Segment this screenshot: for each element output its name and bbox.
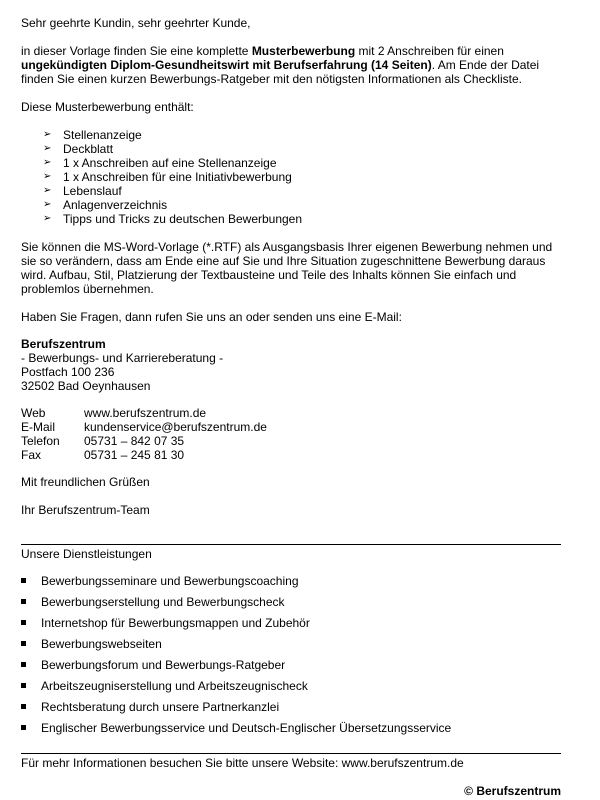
contact-row-email <box>21 420 267 434</box>
contact-label: Telefon <box>21 434 60 448</box>
service-item <box>21 637 451 658</box>
service-item <box>21 679 451 700</box>
greeting: Sehr geehrte Kundin, sehr geehrter Kunde, <box>21 16 251 30</box>
services-title: Unsere Dienstleistungen <box>21 547 152 561</box>
checklist-item <box>43 198 302 212</box>
checklist-item <box>43 184 302 198</box>
contact-label: E-Mail <box>21 420 56 434</box>
checklist-item-label: Tipps und Tricks zu deutschen Bewerbungen <box>63 212 303 226</box>
more-info-text: Für mehr Informationen besuchen Sie bitte unsere Website: www.berufszentrum.de <box>21 756 464 770</box>
contact-label: Web <box>21 406 46 420</box>
phone-value: 05731 – 842 07 35 <box>84 434 185 448</box>
divider <box>21 753 561 754</box>
intro-paragraph <box>21 44 541 86</box>
checklist-item-label: 1 x Anschreiben auf eine Stellenanzeige <box>63 156 277 170</box>
service-item-label: Englischer Bewerbungsservice und Deutsch-Englischer Übersetzungsservice <box>41 721 452 735</box>
checklist-item <box>43 212 302 226</box>
checklist-item-label: Deckblatt <box>63 142 114 156</box>
service-item-label: Bewerbungsforum und Bewerbungs-Ratgeber <box>41 658 286 672</box>
contact-row-web <box>21 406 267 420</box>
square-bullet-icon <box>21 616 41 637</box>
email-link[interactable]: kundenservice@berufszentrum.de <box>84 420 267 434</box>
copyright: © Berufszentrum <box>464 784 561 798</box>
service-item-label: Rechtsberatung durch unsere Partnerkanzlei <box>41 700 280 714</box>
contact-row-phone <box>21 434 267 448</box>
services-list <box>21 574 451 742</box>
arrow-bullet-icon: ➢ <box>43 143 52 154</box>
service-item <box>21 616 451 637</box>
checklist-item <box>43 128 302 142</box>
intro-text-2: mit 2 Anschreiben für einen <box>355 44 504 58</box>
arrow-bullet-icon: ➢ <box>43 157 52 168</box>
checklist <box>43 128 302 226</box>
arrow-bullet-icon: ➢ <box>43 171 52 182</box>
questions-paragraph: Haben Sie Fragen, dann rufen Sie uns an oder senden uns eine E-Mail: <box>21 310 402 324</box>
service-item <box>21 658 451 679</box>
company-subtitle: - Bewerbungs- und Karriereberatung - <box>21 351 224 365</box>
company-street: Postfach 100 236 <box>21 365 115 379</box>
checklist-item <box>43 170 302 184</box>
service-item-label: Bewerbungsseminare und Bewerbungscoaching <box>41 574 299 588</box>
square-bullet-icon <box>21 637 41 658</box>
address-block <box>21 337 223 393</box>
checklist-item-label: Anlagenverzeichnis <box>63 198 168 212</box>
service-item <box>21 700 451 721</box>
company-city: 32502 Bad Oeynhausen <box>21 379 151 393</box>
intro-bold-1: Musterbewerbung <box>251 44 356 58</box>
service-item <box>21 574 451 595</box>
contains-label: Diese Musterbewerbung enthält: <box>21 100 194 114</box>
website-link[interactable]: www.berufszentrum.de <box>84 406 207 420</box>
template-usage-paragraph: Sie können die MS-Word-Vorlage (*.RTF) als Ausgangsbasis Ihrer eigenen Bewerbung nehmen und sie so verändern, dass am Ende eine auf Sie und Ihre Situation zugeschnittene Bewerbung daraus wird. Aufbau, Stil, Platzierung der Textbausteine und Teile des Inhalts können Sie einfach und problemlos übernehmen. <box>21 240 553 296</box>
square-bullet-icon <box>21 658 41 679</box>
square-bullet-icon <box>21 574 41 595</box>
closing: Mit freundlichen Grüßen <box>21 475 150 489</box>
square-bullet-icon <box>21 679 41 700</box>
square-bullet-icon <box>21 721 41 742</box>
square-bullet-icon <box>21 700 41 721</box>
checklist-item-label: Stellenanzeige <box>63 128 142 142</box>
service-item-label: Arbeitszeugniserstellung und Arbeitszeugnischeck <box>41 679 308 693</box>
service-item-label: Bewerbungswebseiten <box>41 637 162 651</box>
intro-text-3: . Am Ende der Datei finden Sie einen kurzen Bewerbungs-Ratgeber mit den nötigsten Informationen als Checkliste. <box>21 58 540 86</box>
divider <box>21 544 561 545</box>
arrow-bullet-icon: ➢ <box>43 213 52 224</box>
contact-table <box>21 406 267 462</box>
checklist-item <box>43 142 302 156</box>
contact-row-fax <box>21 448 267 462</box>
service-item-label: Internetshop für Bewerbungsmappen und Zubehör <box>41 616 310 630</box>
checklist-item-label: Lebenslauf <box>63 184 122 198</box>
checklist-item <box>43 156 302 170</box>
intro-text-1: in dieser Vorlage finden Sie eine komplette <box>21 44 252 58</box>
checklist-item-label: 1 x Anschreiben für eine Initiativbewerbung <box>63 170 292 184</box>
square-bullet-icon <box>21 595 41 616</box>
company-name: Berufszentrum <box>21 337 106 351</box>
fax-value: 05731 – 245 81 30 <box>84 448 185 462</box>
contact-label: Fax <box>21 448 42 462</box>
intro-bold-2: ungekündigten Diplom-Gesundheitswirt mit Berufserfahrung (14 Seiten) <box>21 58 432 72</box>
service-item-label: Bewerbungserstellung und Bewerbungscheck <box>41 595 285 609</box>
signature: Ihr Berufszentrum-Team <box>21 503 150 517</box>
service-item <box>21 721 451 742</box>
arrow-bullet-icon: ➢ <box>43 185 52 196</box>
arrow-bullet-icon: ➢ <box>43 199 52 210</box>
arrow-bullet-icon: ➢ <box>43 129 52 140</box>
service-item <box>21 595 451 616</box>
